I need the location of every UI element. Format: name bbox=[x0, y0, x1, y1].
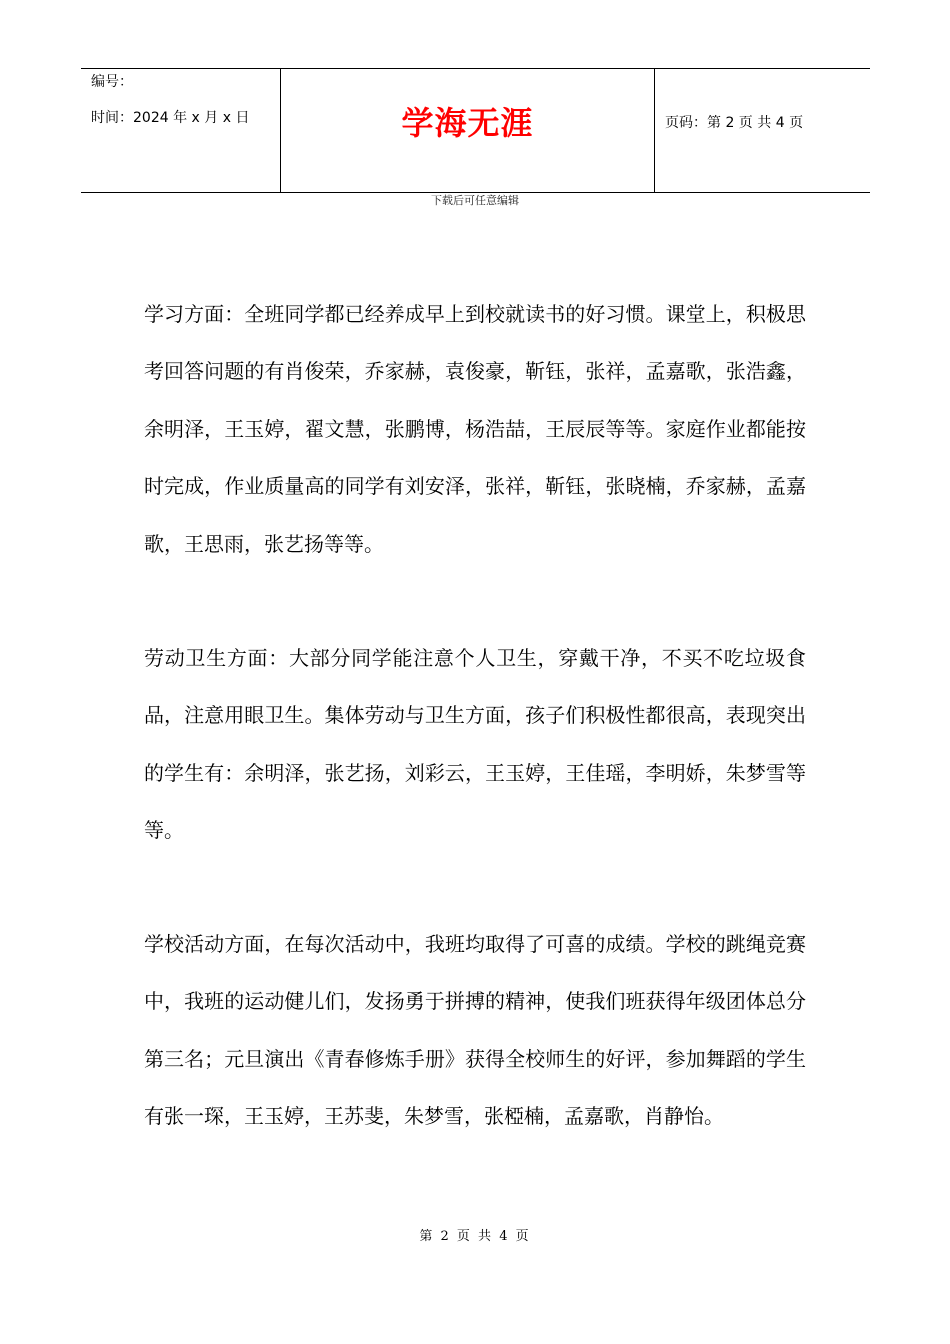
paragraph-school-activities: 学校活动方面，在每次活动中，我班均取得了可喜的成绩。学校的跳绳竞赛中，我班的运动健儿们，发扬勇于拼搏的精神，使我们班获得年级团体总分第三名；元旦演出《青春修炼手册》获得全校师生的好评，参加舞蹈的学生有张一琛，王玉婷，王苏斐，朱梦雪，张椏楠，孟嘉歌，肖静怡。 bbox=[144, 932, 806, 1129]
edit-note: 下载后可任意编辑 bbox=[431, 194, 519, 207]
page-title: 学海无涯 bbox=[401, 104, 534, 142]
paragraph-labor-hygiene: 劳动卫生方面：大部分同学能注意个人卫生，穿戴干净，不买不吃垃圾食品，注意用眼卫生。集体劳动与卫生方面，孩子们积极性都很高，表现突出的学生有：余明泽，张艺扬，刘彩云，王玉婷，王佳瑶，李明娇，朱梦雪等等。 bbox=[144, 646, 806, 843]
header-title-cell bbox=[281, 69, 655, 192]
header-table bbox=[81, 68, 870, 193]
header-info-cell bbox=[81, 69, 281, 192]
paragraph-study: 学习方面：全班同学都已经养成早上到校就读书的好习惯。课堂上，积极思考回答问题的有肖俊荣，乔家赫，袁俊豪，靳钰，张祥，孟嘉歌，张浩鑫，余明泽，王玉婷，翟文慧，张鹏博，杨浩喆，王辰辰等等。家庭作业都能按时完成，作业质量高的同学有刘安泽，张祥，靳钰，张晓楠，乔家赫，孟嘉歌，王思雨，张艺扬等等。 bbox=[144, 302, 806, 556]
document-number: 编号： bbox=[91, 74, 133, 90]
footer-page-number: 第 2 页 共 4 页 bbox=[419, 1229, 531, 1244]
document-date: 时间：2024 年 x 月 x 日 bbox=[91, 110, 250, 126]
header-page-number: 页码：第 2 页 共 4 页 bbox=[665, 115, 804, 131]
header-page-cell bbox=[655, 69, 870, 192]
